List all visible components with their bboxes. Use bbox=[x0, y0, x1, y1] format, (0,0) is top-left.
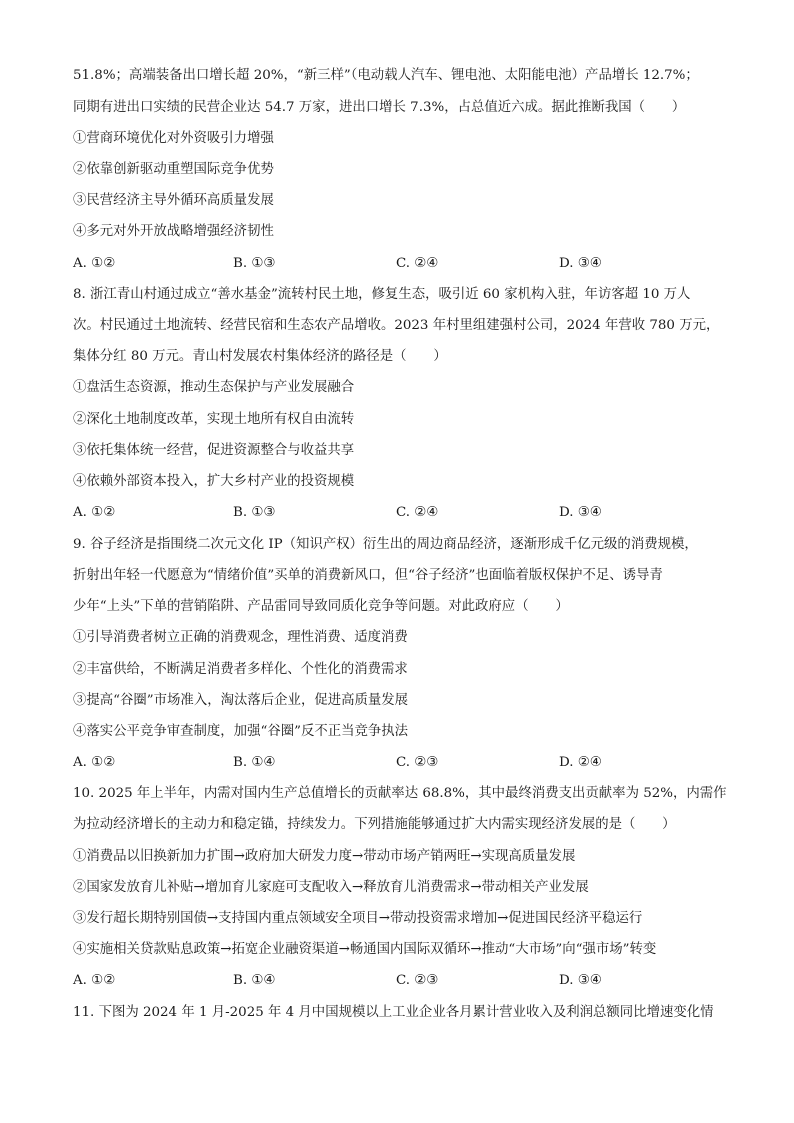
q10-stem-line-2: 为拉动经济增长的主动力和稳定锚，持续发力。下列措施能够通过扩大内需实现经济发展的是（ ） bbox=[73, 817, 676, 832]
q8-option-d[interactable]: D. ③④ bbox=[559, 505, 602, 520]
q10-option-a[interactable]: A. ①② bbox=[73, 973, 116, 988]
q8-option-c[interactable]: C. ②④ bbox=[396, 505, 439, 520]
q9-item-4: ④落实公平竞争审查制度，加强“谷圈”反不正当竞争执法 bbox=[73, 724, 409, 739]
q7-item-3: ③民营经济主导外循环高质量发展 bbox=[73, 193, 274, 208]
q7-options bbox=[73, 254, 733, 274]
q9-options bbox=[73, 753, 733, 773]
q10-item-1: ①消费品以旧换新加力扩围→政府加大研发力度→带动市场产销两旺→实现高质量发展 bbox=[73, 849, 576, 864]
q8-option-b[interactable]: B. ①③ bbox=[233, 505, 276, 520]
q9-option-d[interactable]: D. ②④ bbox=[559, 755, 602, 770]
q8-options bbox=[73, 503, 733, 523]
q7-item-2: ②依靠创新驱动重塑国际竞争优势 bbox=[73, 162, 274, 177]
q7-stem-line-1: 51.8%；高端装备出口增长超 20%，“新三样”（电动载人汽车、锂电池、太阳能电池）产品增长 12.7%； bbox=[73, 68, 699, 83]
q8-stem-line-2: 次。村民通过土地流转、经营民宿和生态农产品增收。2023 年村里组建强村公司，2024 年营收 780 万元， bbox=[73, 318, 720, 333]
q7-option-d[interactable]: D. ③④ bbox=[559, 256, 602, 271]
q8-item-2: ②深化土地制度改革，实现土地所有权自由流转 bbox=[73, 412, 355, 427]
q10-stem-line-1: 10. 2025 年上半年，内需对国内生产总值增长的贡献率达 68.8%，其中最终消费支出贡献率为 52%，内需作 bbox=[73, 786, 727, 801]
q8-item-1: ①盘活生态资源，推动生态保护与产业发展融合 bbox=[73, 380, 355, 395]
q10-item-3: ③发行超长期特别国债→支持国内重点领域安全项目→带动投资需求增加→促进国民经济平稳运行 bbox=[73, 911, 643, 926]
q10-option-d[interactable]: D. ③④ bbox=[559, 973, 602, 988]
q10-item-2: ②国家发放育儿补贴→增加育儿家庭可支配收入→释放育儿消费需求→带动相关产业发展 bbox=[73, 880, 589, 895]
q7-stem-line-2: 同期有进出口实绩的民营企业达 54.7 万家，进出口增长 7.3%，占总值近六成。据此推断我国（ ） bbox=[73, 100, 686, 115]
q9-item-1: ①引导消费者树立正确的消费观念，理性消费、适度消费 bbox=[73, 630, 408, 645]
q8-item-3: ③依托集体统一经营，促进资源整合与收益共享 bbox=[73, 443, 355, 458]
q8-stem-line-1: 8. 浙江青山村通过成立“善水基金”流转村民土地，修复生态，吸引近 60 家机构入驻，年访客超 10 万人 bbox=[73, 287, 691, 302]
q9-option-a[interactable]: A. ①② bbox=[73, 755, 116, 770]
q10-option-c[interactable]: C. ②③ bbox=[396, 973, 439, 988]
q9-item-2: ②丰富供给，不断满足消费者多样化、个性化的消费需求 bbox=[73, 662, 408, 677]
q7-item-1: ①营商环境优化对外资吸引力增强 bbox=[73, 131, 274, 146]
q7-option-b[interactable]: B. ①③ bbox=[233, 256, 276, 271]
q10-options bbox=[73, 971, 733, 991]
q10-option-b[interactable]: B. ①④ bbox=[233, 973, 276, 988]
q7-option-c[interactable]: C. ②④ bbox=[396, 256, 439, 271]
q9-stem-line-1: 9. 谷子经济是指围绕二次元文化 IP（知识产权）衍生出的周边商品经济，逐渐形成千亿元级的消费规模， bbox=[73, 537, 698, 552]
q9-stem-line-2: 折射出年轻一代愿意为“情绪价值”买单的消费新风口，但“谷子经济”也面临着版权保护不足、诱导青 bbox=[73, 568, 663, 583]
q7-option-a[interactable]: A. ①② bbox=[73, 256, 116, 271]
q8-item-4: ④依赖外部资本投入，扩大乡村产业的投资规模 bbox=[73, 474, 355, 489]
q8-option-a[interactable]: A. ①② bbox=[73, 505, 116, 520]
q11-stem-line-1: 11. 下图为 2024 年 1 月-2025 年 4 月中国规模以上工业企业各月累计营业收入及利润总额同比增速变化情 bbox=[73, 1005, 714, 1020]
q9-stem-line-3: 少年“上头”下单的营销陷阱、产品雷同导致同质化竞争等问题。对此政府应（ ） bbox=[73, 599, 569, 614]
q9-option-b[interactable]: B. ①④ bbox=[233, 755, 276, 770]
q9-option-c[interactable]: C. ②③ bbox=[396, 755, 439, 770]
q9-item-3: ③提高“谷圈”市场准入，淘汰落后企业，促进高质量发展 bbox=[73, 693, 409, 708]
q7-item-4: ④多元对外开放战略增强经济韧性 bbox=[73, 224, 274, 239]
q8-stem-line-3: 集体分红 80 万元。青山村发展农村集体经济的路径是（ ） bbox=[73, 349, 447, 364]
q10-item-4: ④实施相关贷款贴息政策→拓宽企业融资渠道→畅通国内国际双循环→推动“大市场”向“强市场”转变 bbox=[73, 942, 657, 957]
